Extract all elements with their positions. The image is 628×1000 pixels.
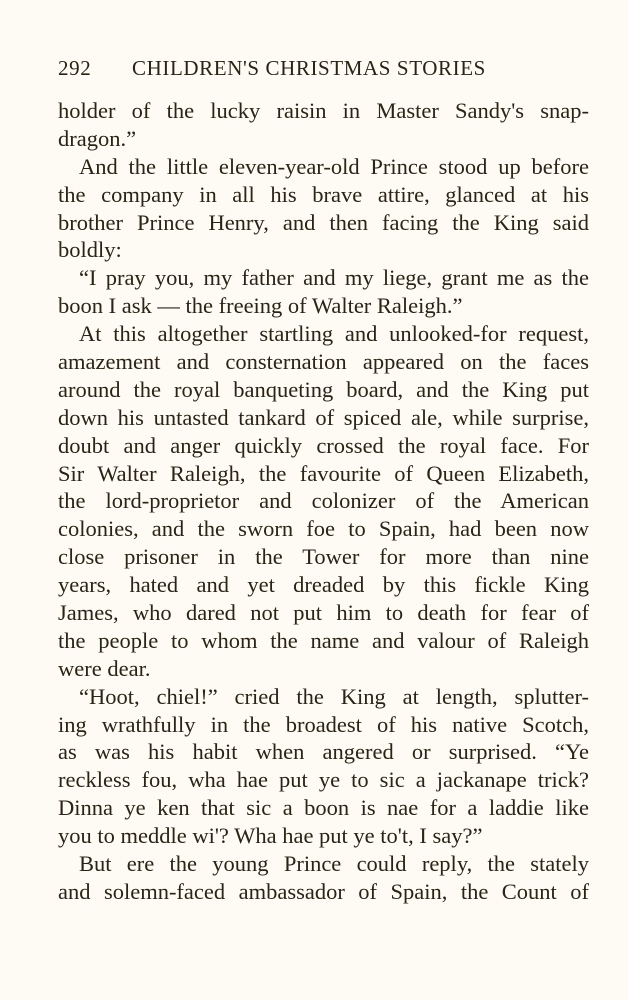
text-line: boon I ask — the freeing of Walter Raleigh.” <box>58 293 463 319</box>
text-line: At this altogether startling and unlooked-for request, <box>79 321 589 347</box>
text-line: “I pray you, my father and my liege, grant me as the <box>79 265 589 291</box>
text-line: the lord-proprietor and colonizer of the American <box>58 488 589 514</box>
text-line: boldly: <box>58 237 122 263</box>
text-line: James, who dared not put him to death for fear of <box>58 600 589 626</box>
text-line: Sir Walter Raleigh, the favourite of Queen Elizabeth, <box>58 460 589 486</box>
text-line: doubt and anger quickly crossed the royal face. For <box>58 432 589 458</box>
page-header <box>58 56 589 86</box>
text-line: dragon.” <box>58 125 137 151</box>
text-line: amazement and consternation appeared on the faces <box>58 349 589 375</box>
text-line: holder of the lucky raisin in Master Sandy's snap- <box>58 98 589 123</box>
text-line: ing wrathfully in the broadest of his native Scotch, <box>58 711 589 737</box>
text-line: and solemn-faced ambassador of Spain, the Count of <box>58 878 589 904</box>
text-line: down his untasted tankard of spiced ale, while surprise, <box>58 404 589 430</box>
text-line: brother Prince Henry, and then facing the King said <box>58 209 589 235</box>
text-line: “Hoot, chiel!” cried the King at length, splutter- <box>79 683 589 709</box>
text-line: you to meddle wi'? Wha hae put ye to't, I say?” <box>58 823 483 849</box>
text-line: the company in all his brave attire, glanced at his <box>58 181 589 207</box>
text-line: as was his habit when angered or surprised. “Ye <box>58 739 589 765</box>
text-line: around the royal banqueting board, and the King put <box>58 376 589 402</box>
text-line: colonies, and the sworn foe to Spain, had been now <box>58 516 589 542</box>
text-line: were dear. <box>58 655 151 681</box>
text-line: reckless fou, wha hae put ye to sic a jackanape trick? <box>58 767 589 793</box>
text-line: years, hated and yet dreaded by this fickle King <box>58 572 589 598</box>
text-line: the people to whom the name and valour of Raleigh <box>58 627 589 653</box>
body-text <box>58 97 589 906</box>
page-number: 292 <box>58 56 92 80</box>
text-line: close prisoner in the Tower for more than nine <box>58 544 589 570</box>
text-line: But ere the young Prince could reply, the stately <box>79 851 589 877</box>
running-title: CHILDREN'S CHRISTMAS STORIES <box>132 56 486 80</box>
text-line: And the little eleven-year-old Prince stood up before <box>79 153 589 179</box>
text-line: Dinna ye ken that sic a boon is nae for a laddie like <box>58 795 589 821</box>
